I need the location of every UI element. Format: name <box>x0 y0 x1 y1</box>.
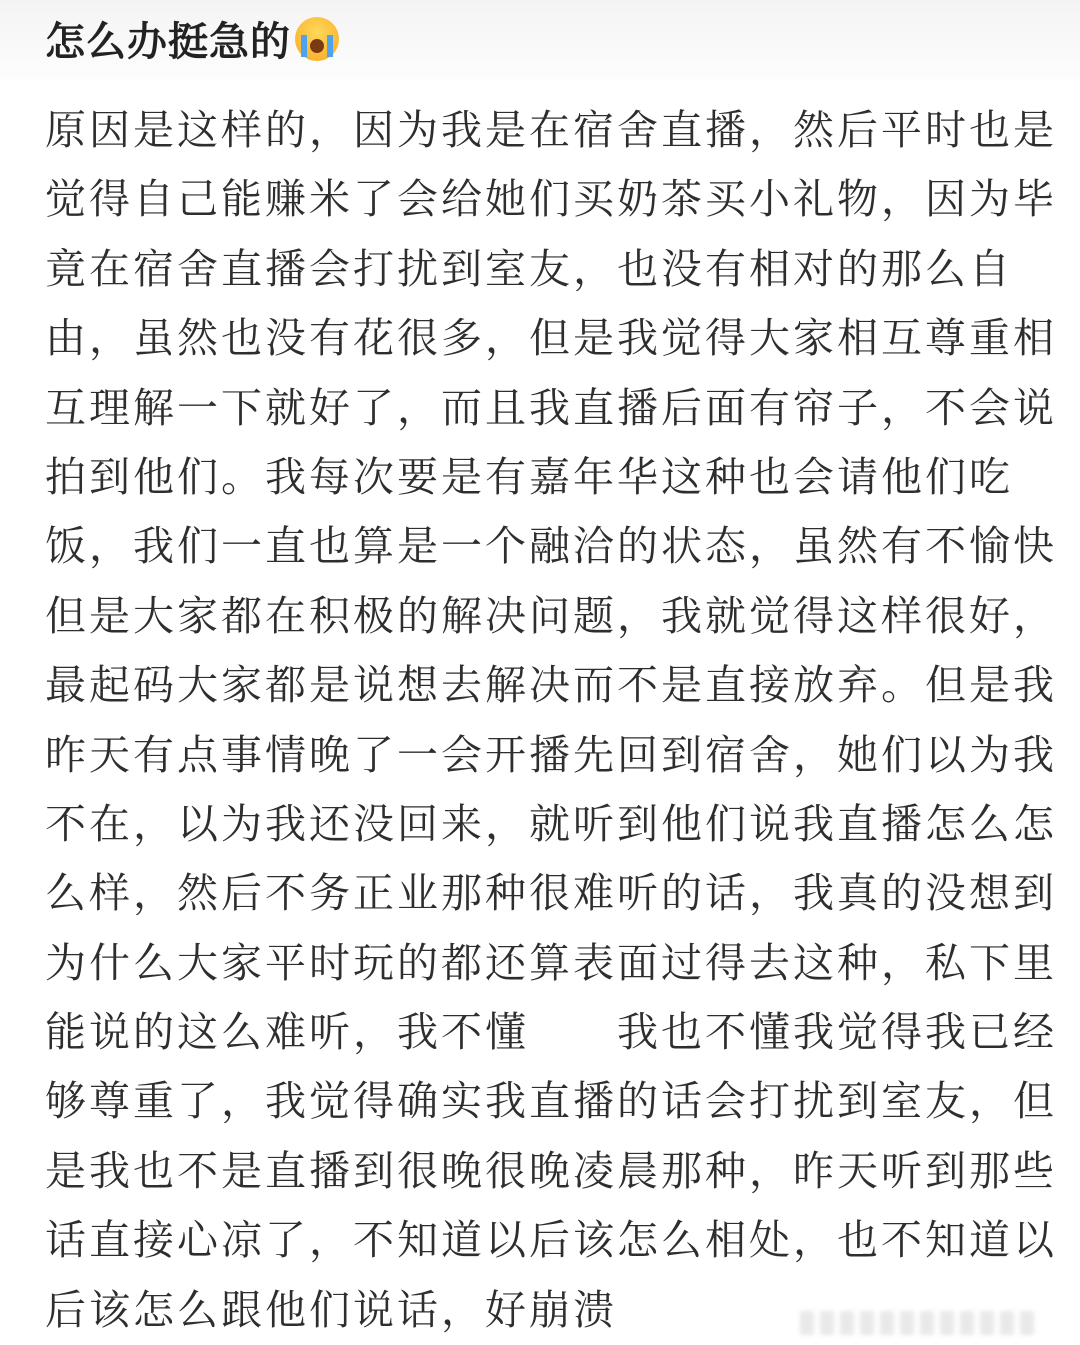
post-body-line: 饭，我们一直也算是一个融洽的状态，虽然有不愉快 <box>45 523 1057 570</box>
post-body-line: 能说的这么难听，我不懂 我也不懂我觉得我已经 <box>45 1009 1057 1056</box>
post-body-line: 但是大家都在积极的解决问题，我就觉得这样很好， <box>45 592 1057 639</box>
post-body-line: 由，虽然也没有花很多，但是我觉得大家相互尊重相 <box>45 315 1057 362</box>
loudly-crying-face-icon <box>295 17 339 61</box>
post-body-line: 拍到他们。我每次要是有嘉年华这种也会请他们吃 <box>45 453 1013 500</box>
post-body-line: 是我也不是直播到很晚很晚凌晨那种，昨天听到那些 <box>45 1147 1057 1194</box>
post-body-line: 竟在宿舍直播会打扰到室友，也没有相对的那么自 <box>45 245 1013 292</box>
post-body-line: 后该怎么跟他们说话，好崩溃 <box>45 1286 617 1333</box>
post-body-line: 么样，然后不务正业那种很难听的话，我真的没想到 <box>45 870 1057 917</box>
post-title-text: 怎么办挺急的 <box>45 20 291 64</box>
post-body-line: 最起码大家都是说想去解决而不是直接放弃。但是我 <box>45 662 1057 709</box>
post-body-line: 不在，以为我还没回来，就听到他们说我直播怎么怎 <box>45 800 1057 847</box>
watermark <box>800 1311 1040 1335</box>
post-body-line: 互理解一下就好了，而且我直播后面有帘子，不会说 <box>45 384 1057 431</box>
post-body-line: 够尊重了，我觉得确实我直播的话会打扰到室友，但 <box>45 1078 1057 1125</box>
post-body <box>45 96 1057 1345</box>
post-title <box>45 16 339 68</box>
post-body-line: 为什么大家平时玩的都还算表面过得去这种，私下里 <box>45 939 1057 986</box>
post-body-line: 昨天有点事情晚了一会开播先回到宿舍，她们以为我 <box>45 731 1057 778</box>
post-body-line: 觉得自己能赚米了会给她们买奶茶买小礼物，因为毕 <box>45 176 1057 223</box>
post-body-line: 话直接心凉了，不知道以后该怎么相处，也不知道以 <box>45 1217 1057 1264</box>
post-body-line: 原因是这样的，因为我是在宿舍直播，然后平时也是 <box>45 107 1057 153</box>
